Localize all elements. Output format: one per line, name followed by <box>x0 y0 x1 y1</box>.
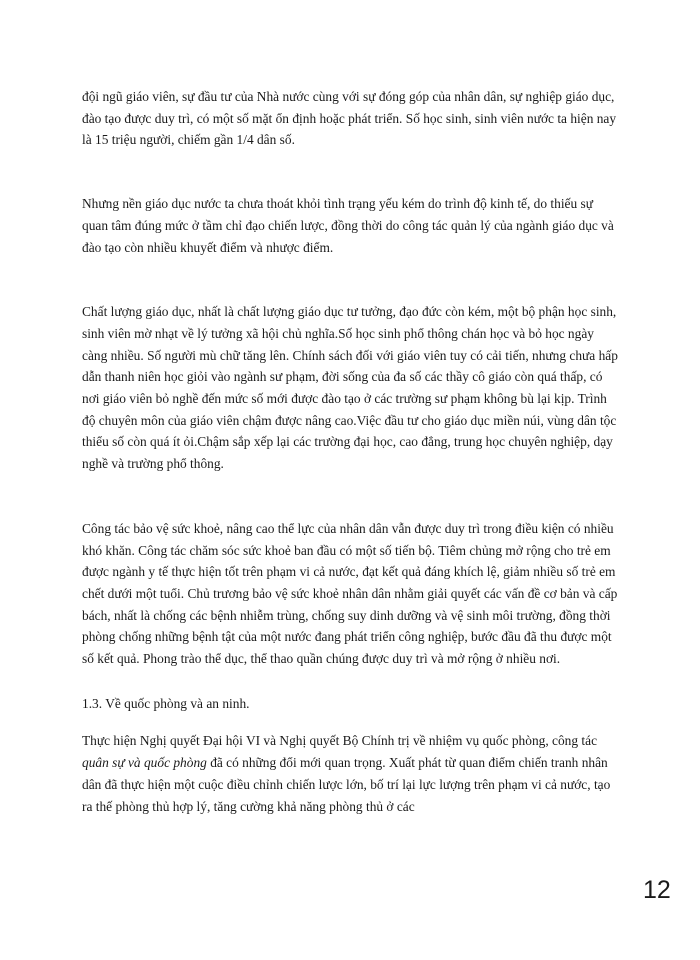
paragraph-education-quality: Chất lượng giáo dục, nhất là chất lượng giáo dục tư tưởng, đạo đức còn kém, một bộ phận học sinh, sinh viên mờ nhạt về lý tưởng xã hội chủ nghĩa.Số học sinh phổ thông chán học và bỏ học ngày càng nhiều. Số người mù chữ tăng lên. Chính sách đối với giáo viên tuy có cải tiến, nhưng chưa hấp dẫn thanh niên học giỏi vào ngành sư phạm, đời sống của đa số các thầy cô giáo còn quá thấp, có nơi giáo viên bỏ nghề đến mức số mới được đào tạo ở các trường sư phạm không bù lại kịp. Trình độ chuyên môn của giáo viên chậm được nâng cao.Việc đầu tư cho giáo dục miền núi, vùng dân tộc thiểu số còn quá ít ỏi.Chậm sắp xếp lại các trường đại học, cao đẳng, trung học chuyên nghiệp, dạy nghề và trường phổ thông. <box>82 304 618 472</box>
paragraph-defense-italic: quân sự và quốc phòng <box>82 755 207 771</box>
paragraph-defense-part2: đã có những đổi mới quan trọng. Xuất phát từ quan điểm chiến tranh nhân dân đã thực hiện một cuộc điều chỉnh chiến lược lớn, bố trí lại lực lượng trên phạm vi cả nước, tạo ra thế phòng thủ hợp lý, tăng cường khả năng phòng thủ ở các <box>82 755 611 814</box>
paragraph-education-weakness: Nhưng nền giáo dục nước ta chưa thoát khỏi tình trạng yếu kém do trình độ kinh tế, do thiếu sự quan tâm đúng mức ở tầm chỉ đạo chiến lược, đồng thời do công tác quản lý của ngành giáo dục và đào tạo còn nhiều khuyết điểm và nhược điểm. <box>82 196 614 255</box>
section-heading-defense: 1.3. Về quốc phòng và an ninh. <box>82 695 250 711</box>
paragraph-defense <box>82 730 620 817</box>
page-body <box>82 86 620 817</box>
paragraph-health-care: Công tác bảo vệ sức khoẻ, nâng cao thể lực của nhân dân vẫn được duy trì trong điều kiện có nhiều khó khăn. Công tác chăm sóc sức khoẻ ban đầu có một số tiến bộ. Tiêm chủng mở rộng cho trẻ em được ngành y tế thực hiện tốt trên phạm vi cả nước, đạt kết quả đáng khích lệ, giảm nhiều số trẻ em chết dưới một tuổi. Chủ trương bảo vệ sức khoẻ nhân dân nhằm giải quyết các vấn đề cơ bản và cấp bách, nhất là chống các bệnh nhiễm trùng, chống suy dinh dưỡng và vệ sinh môi trường, đồng thời phòng chống những bệnh tật của một nước đang phát triển công nghiệp, bước đầu đã thu được một số kết quả. Phong trào thể dục, thể thao quần chúng được duy trì và mở rộng ở nhiều nơi. <box>82 520 618 667</box>
paragraph-education-overview: đội ngũ giáo viên, sự đầu tư của Nhà nước cùng với sự đóng góp của nhân dân, sự nghiệp giáo dục, đào tạo được duy trì, có một số mặt ổn định hoặc phát triển. Số học sinh, sinh viên nước ta hiện nay là 15 triệu người, chiếm gần 1/4 dân số. <box>82 89 617 148</box>
paragraph-defense-part1: Thực hiện Nghị quyết Đại hội VI và Nghị quyết Bộ Chính trị về nhiệm vụ quốc phòng, công tác <box>82 733 598 749</box>
page-number: 12 <box>643 876 671 904</box>
